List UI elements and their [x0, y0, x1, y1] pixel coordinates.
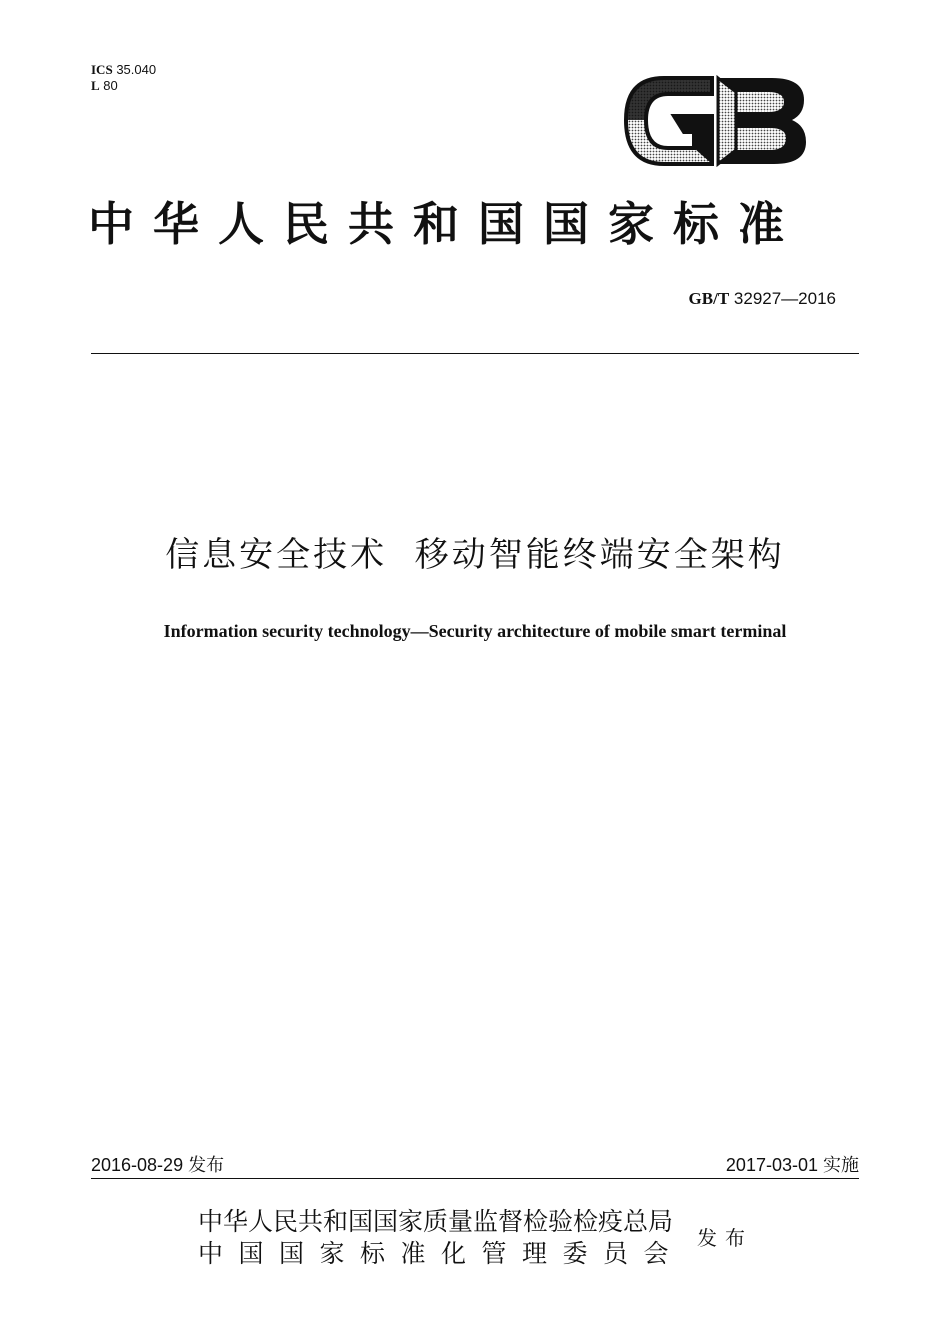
- issue-date: 2016-08-29 发布: [91, 1155, 225, 1175]
- title-english: Information security technology—Security architecture of mobile smart terminal: [163, 621, 787, 641]
- gb-logo: [622, 72, 810, 170]
- ics-line: [91, 62, 156, 78]
- implementation-date: 2017-03-01 实施: [725, 1155, 859, 1175]
- issuing-authorities: [198, 1206, 685, 1270]
- logo-letter-b: [718, 78, 806, 164]
- publish-label: 发布: [697, 1226, 753, 1250]
- issuer-aqsiq: 中华人民共和国国家质量监督检验检疫总局: [198, 1207, 674, 1236]
- logo-letter-g: [626, 78, 712, 164]
- class-label: L: [91, 78, 100, 93]
- bottom-divider: [91, 1178, 859, 1179]
- class-value: 80: [103, 78, 118, 93]
- title-chinese: 信息安全技术 移动智能终端安全架构: [165, 535, 785, 575]
- standard-code: GB/T: [688, 289, 730, 308]
- issuer-sac: 中国国家标准化管理委员会: [198, 1239, 685, 1268]
- ics-value: 35.040: [116, 62, 157, 77]
- standard-type-heading: 中华人民共和国国家标准: [88, 197, 803, 251]
- standard-number: [560, 287, 836, 311]
- ics-label: ICS: [91, 62, 113, 77]
- classification-block: [91, 62, 156, 94]
- class-line: [91, 78, 156, 94]
- top-divider: [91, 353, 859, 354]
- standard-number-value: 32927—2016: [733, 289, 836, 308]
